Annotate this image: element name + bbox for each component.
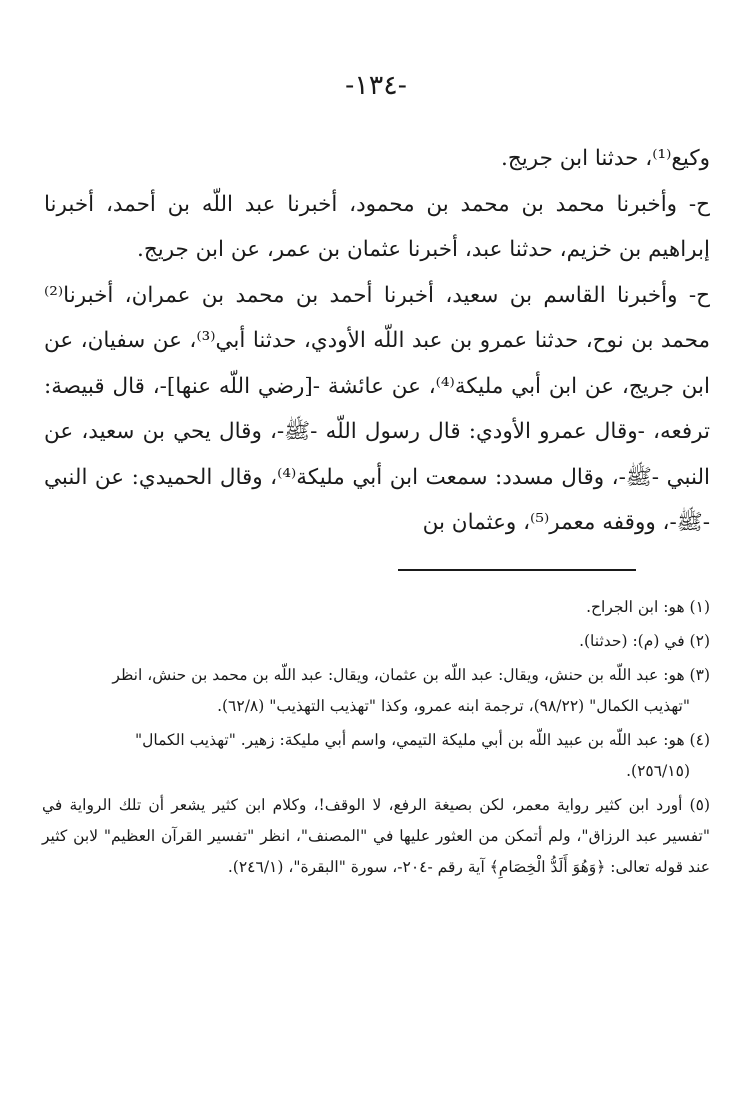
footnote-3-line-2: "تهذيب الكمال" (٩٨/٢٢)، ترجمة ابنه عمرو، وكذا "تهذيب التهذيب" (٦٢/٨). <box>217 697 690 715</box>
main-paragraph-2: ح- وأخبرنا محمد بن محمد بن محمود، أخبرنا عبد اللّه بن أحمد، أخبرنا إبراهيم بن خزيم، حدثنا عبد، أخبرنا عثمان بن عمر، عن ابن جريج. <box>44 191 710 262</box>
footnote-2-line-1: (٢) في (م): (حدثنا). <box>579 632 710 650</box>
footnote-1-line-1: (١) هو: ابن الجراح. <box>586 598 710 616</box>
footnote-2 <box>42 626 710 657</box>
footnote-1 <box>42 592 710 623</box>
footnote-separator <box>398 569 636 571</box>
footnote-5 <box>42 790 710 883</box>
main-paragraph-1: وكيع⁽¹⁾، حدثنا ابن جريج. <box>501 146 710 171</box>
main-paragraph-3: ح- وأخبرنا القاسم بن سعيد، أخبرنا أحمد بن محمد بن عمران، أخبرنا⁽²⁾ محمد بن نوح، حدثنا عمرو بن عبد اللّه الأودي، حدثنا أبي⁽³⁾، عن سفيان، عن ابن جريج، عن ابن أبي مليكة⁽⁴⁾، عن عائشة -[رضي اللّه عنها]-، قال قبيصة: ترفعه، -وقال عمرو الأودي: قال رسول اللّه -ﷺ-، وقال يحي بن سعيد، عن النبي -ﷺ-، وقال مسدد: سمعت ابن أبي مليكة⁽⁴⁾، وقال الحميدي: عن النبي -ﷺ-، ووقفه معمر⁽⁵⁾، وعثمان بن <box>44 282 711 535</box>
footnote-5-line-1: (٥) أورد ابن كثير رواية معمر، لكن بصيغة الرفع، لا الوقف!، وكلام ابن كثير يشعر أن تلك الرواية في "تفسير عبد الرزاق"، ولم أتمكن من العثور عليها في "المصنف"، انظر "تفسير القرآن العظيم" لابن كثير عند قوله تعالى: ﴿وَهُوَ أَلَدُّ الْخِصَامِ﴾ آية رقم -٢٠٤-، سورة "البقرة"، (٢٤٦/١). <box>42 796 710 876</box>
page-number: -١٣٤- <box>345 70 407 101</box>
footnote-3 <box>42 660 710 722</box>
footnote-4-line-1: (٤) هو: عبد اللّه بن عبيد اللّه بن أبي مليكة التيمي، واسم أبي مليكة: زهير. "تهذيب الكمال" <box>134 731 710 749</box>
footnote-3-line-1: (٣) هو: عبد اللّه بن حنش، ويقال: عبد اللّه بن عثمان، ويقال: عبد اللّه بن محمد بن حنش، انظر <box>112 666 710 684</box>
footnote-4-line-2: (٢٥٦/١٥). <box>626 762 690 780</box>
footnotes <box>42 592 710 886</box>
footnote-4 <box>42 725 710 787</box>
main-text <box>44 136 710 546</box>
